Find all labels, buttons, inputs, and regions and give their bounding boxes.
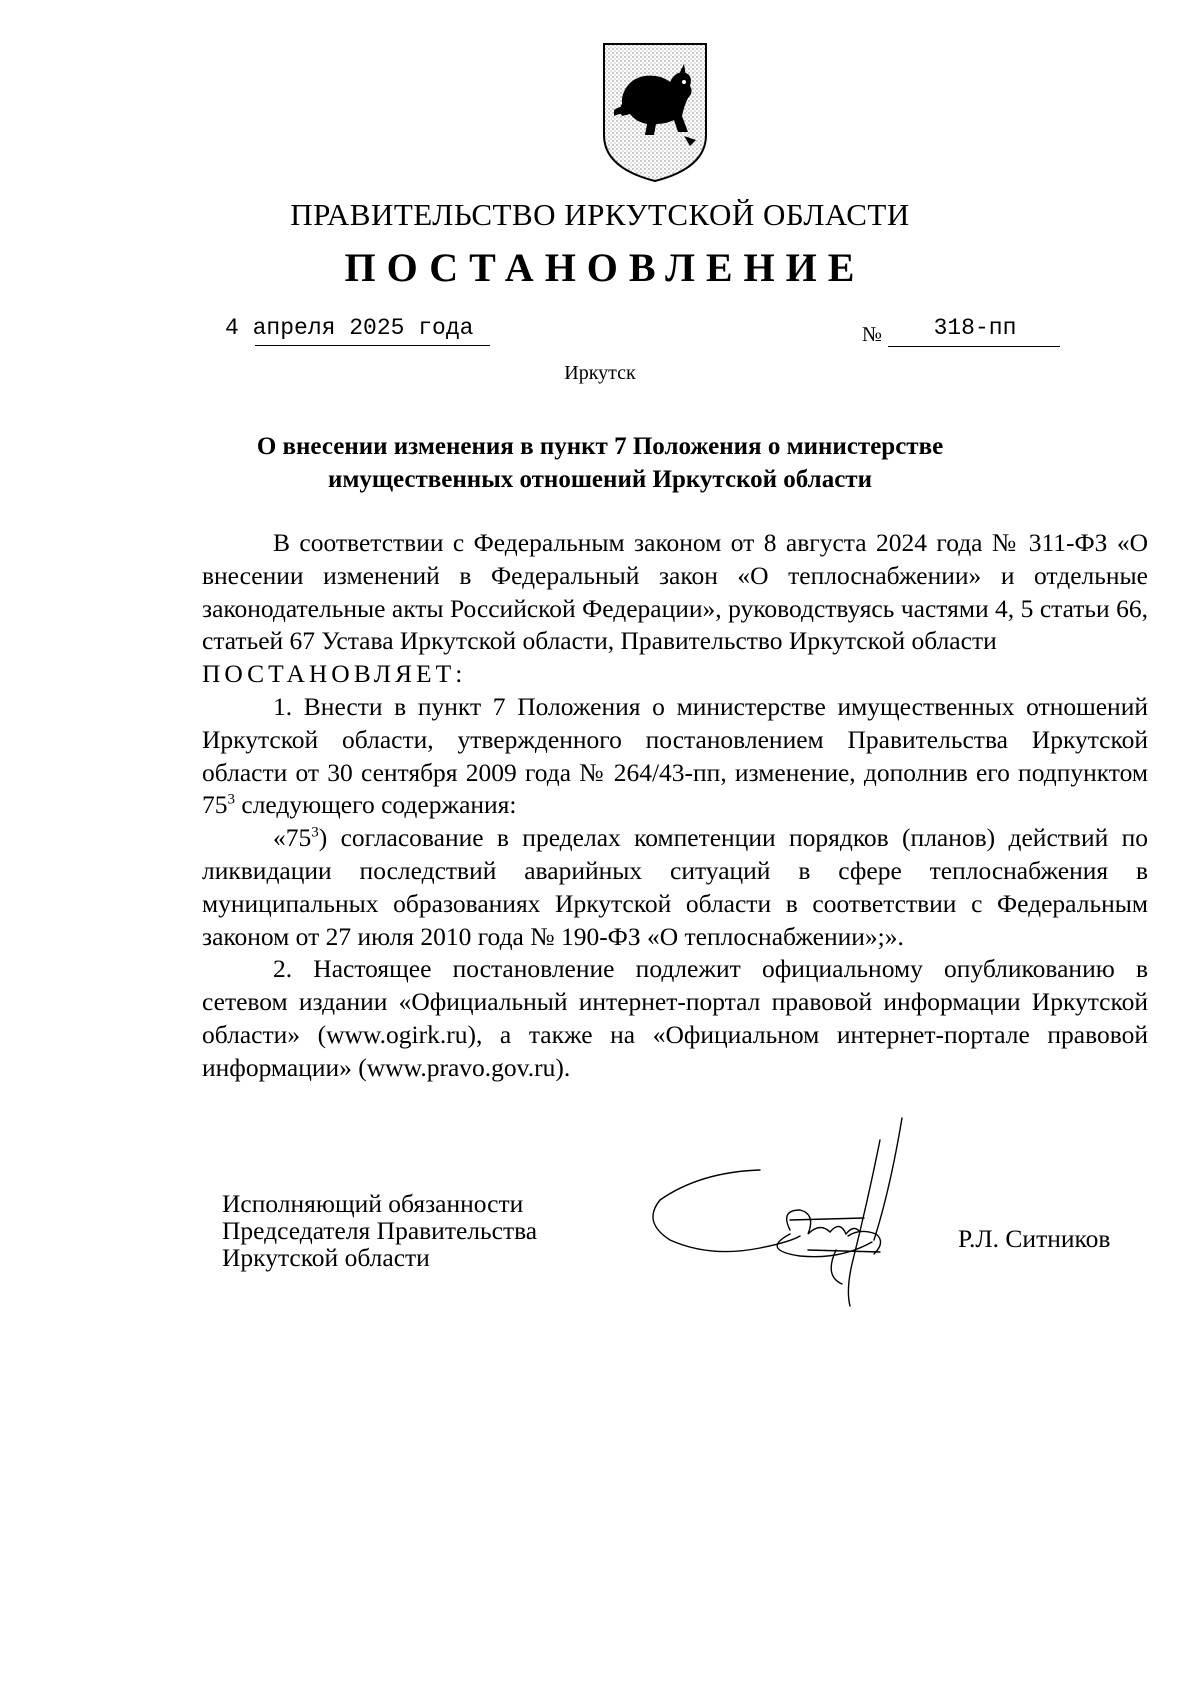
resolves-heading: ПОСТАНОВЛЯЕТ: (202, 659, 467, 689)
preamble-paragraph: В соответствии с Федеральным законом от 8 августа 2024 года № 311-ФЗ «О внесении изменений в Федеральный закон «О теплоснабжении» и отдельные законодательные акты Российской Федерации», руководствуясь частями 4, 5 статьи 66, статьей 67 Устава Иркутской области, Правительство Иркутской области (202, 528, 1148, 656)
document-date (225, 315, 490, 341)
number-label: № (862, 322, 883, 346)
item-1-text-end: следующего содержания: (235, 790, 517, 820)
signatory-name: Р.Л. Ситников (958, 1224, 1111, 1253)
quote-text: ) согласование в пределах компетенции порядков (планов) действий по ликвидации последствий аварийных ситуаций в сфере теплоснабжения в муниципальных образованиях Иркутской области в соответствии с Федеральным законом от 27 июля 2010 года № 190-ФЗ «О теплоснабжении»;». (202, 823, 1148, 951)
item-1-paragraph (202, 691, 1148, 822)
signatory-position (222, 1190, 537, 1271)
coat-of-arms-icon (600, 40, 710, 185)
date-underline (255, 345, 490, 346)
quote-open: «75 (273, 823, 312, 853)
subject-line-2: имущественных отношений Иркутской области (327, 466, 872, 493)
position-line-1: Исполняющий обязанности (222, 1189, 524, 1218)
document-number: 318-пп (933, 315, 1017, 341)
date-value: 4 апреля 2025 года (225, 315, 474, 341)
document-type: ПОСТАНОВЛЕНИЕ (344, 245, 866, 290)
city: Иркутск (564, 362, 636, 384)
quote-superscript: 3 (311, 824, 319, 841)
item-1-superscript: 3 (227, 791, 235, 808)
position-line-3: Иркутской области (222, 1243, 430, 1272)
quoted-subitem-paragraph (202, 822, 1148, 953)
organization-name: ПРАВИТЕЛЬСТВО ИРКУТСКОЙ ОБЛАСТИ (290, 197, 910, 232)
subject-line-1: О внесении изменения в пункт 7 Положения о министерстве (256, 433, 944, 460)
handwritten-signature (640, 1110, 940, 1310)
document-subject (150, 430, 1050, 496)
position-line-2: Председателя Правительства (222, 1216, 538, 1245)
number-underline (888, 346, 1060, 347)
item-1-text: 1. Внести в пункт 7 Положения о министерстве имущественных отношений Иркутской области, утвержденного постановлением Правительства Иркутской области от 30 сентября 2009 года № 264/43-пп, изменение, дополнив его подпунктом 75 (202, 691, 1148, 820)
item-2-paragraph: 2. Настоящее постановление подлежит официальному опубликованию в сетевом издании «Официальный интернет-портал правовой информации Иркутской области» (www.ogirk.ru), а также на «Официальном интернет-портале правовой информации» (www.pravo.gov.ru). (202, 954, 1148, 1082)
document-body (202, 527, 1148, 1085)
